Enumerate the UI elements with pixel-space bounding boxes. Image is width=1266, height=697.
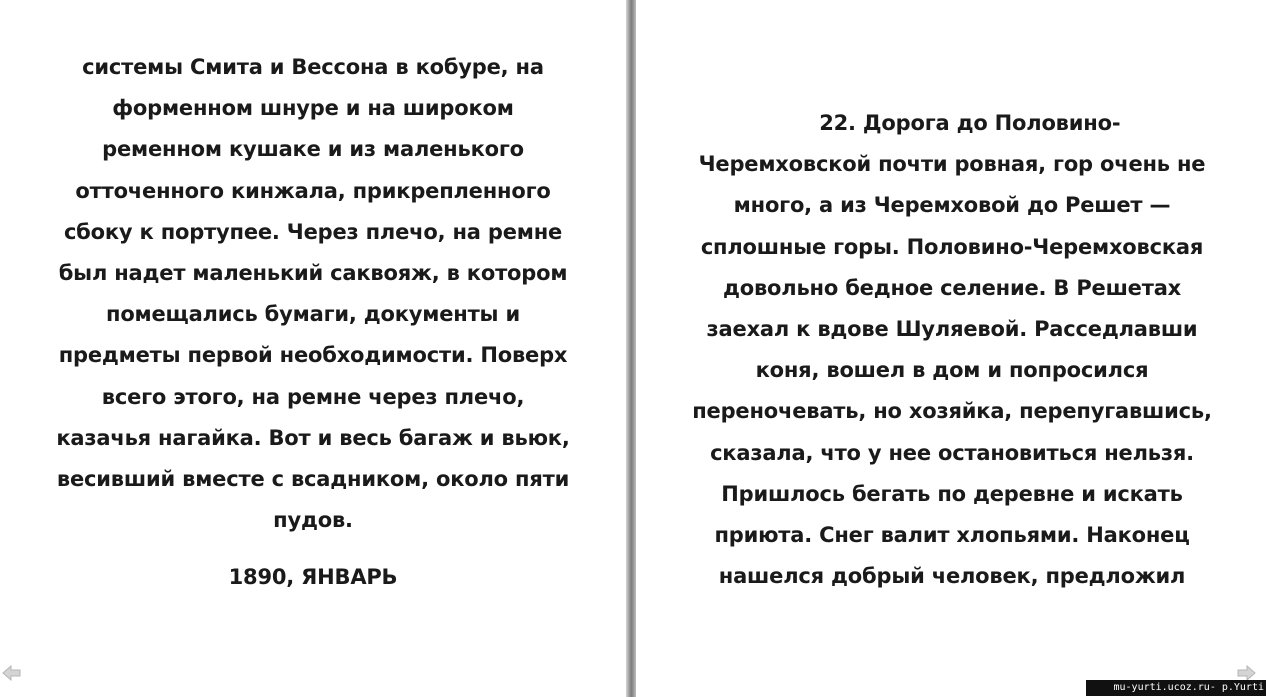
right-page: [636, 0, 1266, 697]
chapter-heading: 1890, ЯНВАРЬ: [228, 565, 398, 589]
text-line: много, а из Черемховой до Решет —: [733, 193, 1171, 218]
text-line: предметы первой необходимости. Поверх: [58, 343, 568, 368]
text-line: помещались бумаги, документы и: [106, 302, 520, 327]
text-line: коня, вошел в дом и попросился: [755, 358, 1149, 383]
site-watermark: mu-yurti.ucoz.ru- p.Yurti: [1086, 680, 1266, 696]
previous-page-button[interactable]: [2, 664, 22, 682]
right-page-text: [648, 103, 1256, 597]
text-line: заехал к вдове Шуляевой. Расседлавши: [706, 317, 1198, 342]
text-line: Пришлось бегать по деревне и искать: [721, 481, 1183, 506]
text-line: 22. Дорога до Половино-: [783, 111, 1121, 135]
left-page-text: [22, 47, 604, 541]
text-line: всего этого, на ремне через плечо,: [101, 384, 525, 409]
text-line: был надет маленький саквояж, в котором: [58, 261, 568, 286]
text-line: сбоку к портупее. Через плечо, на ремне: [63, 219, 563, 244]
text-line: сказала, что у нее остановиться нельзя.: [710, 440, 1194, 465]
text-line: казачья нагайка. Вот и весь багаж и вьюк,: [56, 425, 570, 450]
text-line: Черемховской почти ровная, гор очень не: [698, 152, 1206, 177]
text-line: отточенного кинжала, прикрепленного: [75, 178, 551, 203]
text-line: ременном кушаке и из маленького: [102, 137, 524, 162]
text-line: форменном шнуре и на широком: [112, 96, 514, 121]
text-line: переночевать, но хозяйка, перепугавшись,: [692, 399, 1212, 424]
text-line: нашелся добрый человек, предложил: [718, 564, 1186, 589]
text-line: сплошные горы. Половино-Черемховская: [700, 234, 1204, 259]
arrow-left-icon: [2, 664, 22, 682]
text-line: пудов.: [273, 508, 353, 533]
text-line: весивший вместе с всадником, около пяти: [56, 467, 570, 492]
text-line: довольно бедное селение. В Решетах: [722, 275, 1182, 300]
text-line: приюта. Снег валит хлопьями. Наконец: [714, 523, 1190, 548]
page-gutter: [626, 0, 636, 697]
left-page: [0, 0, 626, 697]
text-line: системы Смита и Вессона в кобуре, на: [82, 55, 544, 79]
